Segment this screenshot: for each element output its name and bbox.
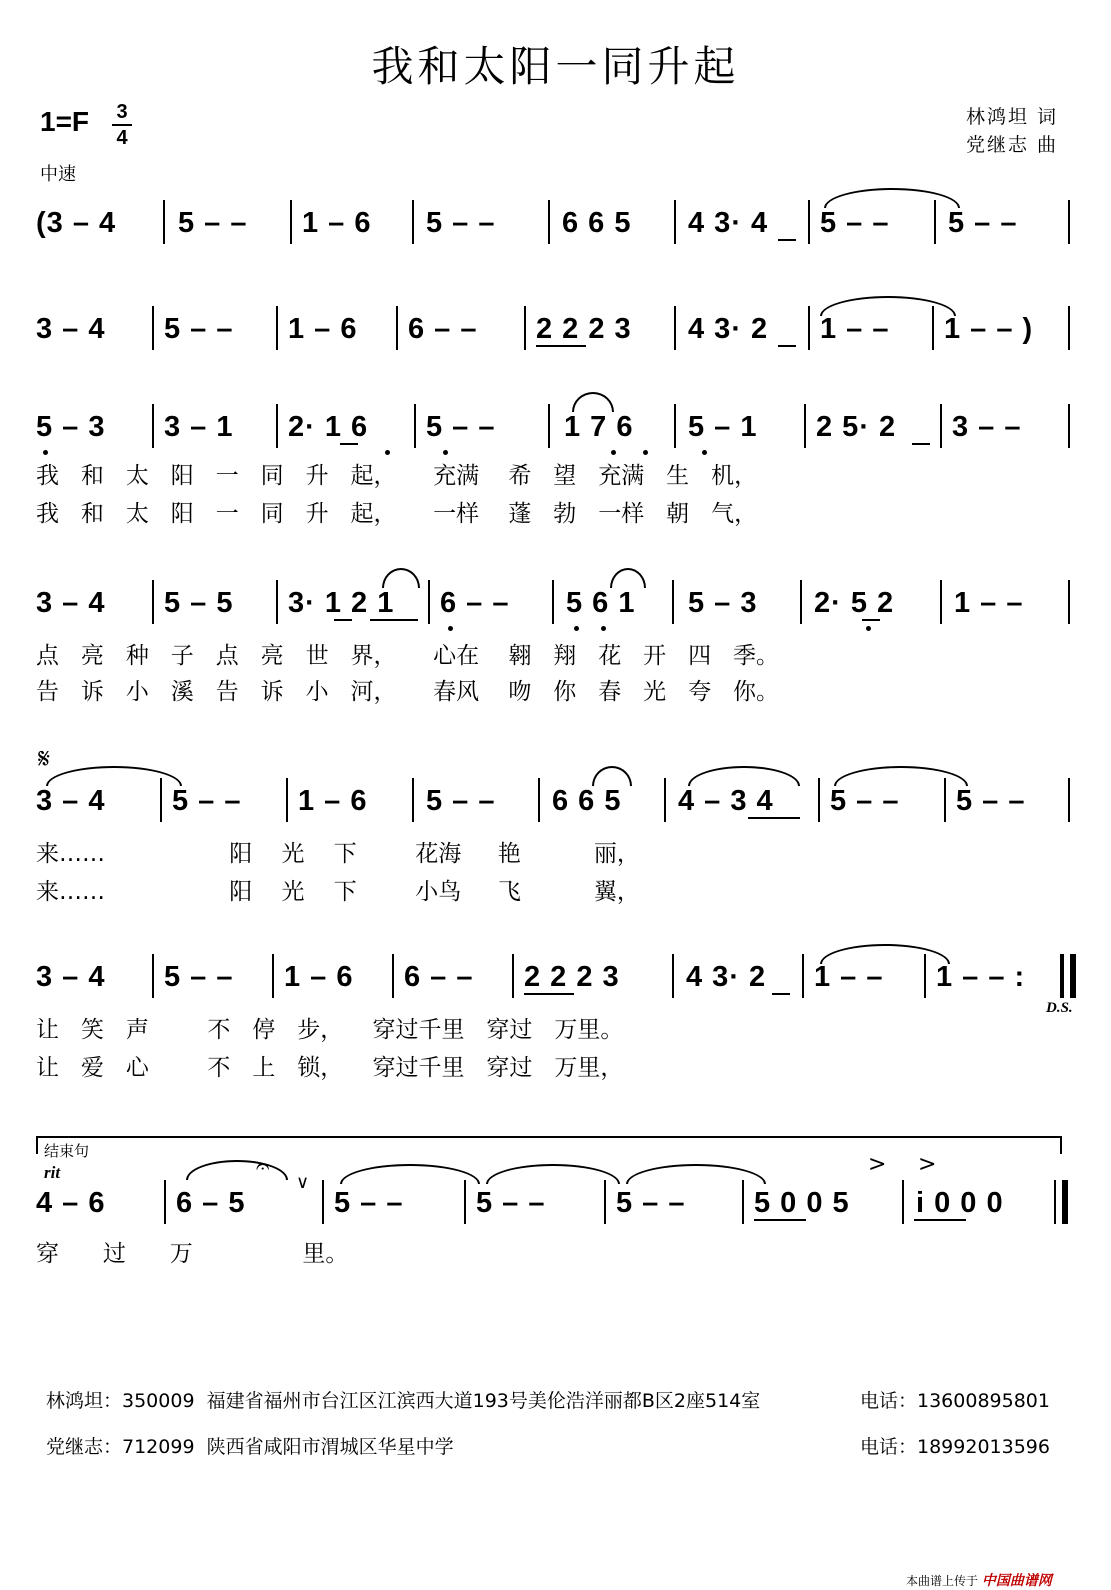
underline (524, 993, 574, 995)
underline (778, 345, 796, 347)
measure: 6 6 5 (562, 207, 632, 239)
segno-sign: 𝄋 (38, 742, 51, 775)
tie (688, 766, 800, 786)
upload-footer (906, 1570, 1052, 1590)
measure: 5 – – (426, 785, 496, 817)
measure: 2 2 2 3 (524, 961, 620, 993)
song-title: 我和太阳一同升起 (371, 42, 740, 91)
contact-lyricist-phone: 电话：13600895801 (860, 1390, 1050, 1412)
measure: 5 – – (164, 961, 234, 993)
lyric-line: 告 诉 小 溪 告 诉 小 河， 春风 吻 你 春 光 夸 你。 (36, 679, 779, 705)
low-dot (866, 626, 871, 631)
tempo-marking: 中速 (40, 164, 76, 185)
measure: 3 – – (952, 411, 1022, 443)
tie (592, 766, 632, 786)
measure: 5 – – (426, 411, 496, 443)
measure: (3 – 4 (36, 207, 117, 239)
measure: 5 – 3 (36, 411, 106, 443)
measure: 5 6 1 (566, 587, 636, 619)
tie (486, 1164, 620, 1184)
measure: 2 2 2 3 (536, 313, 632, 345)
measure: 5 0 0 5 (754, 1187, 850, 1219)
measure: 6 – – (404, 961, 474, 993)
tie (340, 1164, 480, 1184)
lyricist-credit: 林鸿坦 词 (966, 106, 1059, 128)
tie (382, 568, 420, 588)
tie (572, 392, 614, 412)
measure: 3 – 4 (36, 587, 106, 619)
lyric-line: 我 和 太 阳 一 同 升 起， 充满 希 望 充满 生 机， (36, 463, 758, 489)
measure: 5 – 3 (688, 587, 758, 619)
score-row-4 (36, 578, 1076, 628)
measure: 5 – 1 (688, 411, 758, 443)
low-dot (385, 450, 390, 455)
measure: 5 – – (820, 207, 890, 239)
underline (778, 239, 796, 241)
lyric-line: 穿 过 万 里。 (36, 1241, 349, 1267)
measure: 4 – 3 4 (678, 785, 774, 817)
time-signature-bottom: 4 (116, 127, 128, 149)
accent-mark: > (868, 1152, 887, 1177)
measure: 1 – 6 (288, 313, 358, 345)
tie (626, 1164, 766, 1184)
measure: 2· 5 2 (814, 587, 895, 619)
measure: 6 – 5 (176, 1187, 246, 1219)
measure: 5 – – (948, 207, 1018, 239)
measure: 6 6 5 (552, 785, 622, 817)
tie (186, 1160, 288, 1180)
lyric-line: 让 爱 心 不 上 锁， 穿过千里 穿过 万里， (36, 1055, 624, 1081)
measure: 1 – – (820, 313, 890, 345)
contact-composer: 党继志：712099 陕西省咸阳市渭城区华星中学 (46, 1436, 454, 1458)
tie (46, 766, 182, 786)
measure: 1 – – ) (944, 313, 1034, 345)
lyric-line: 来…… 阳 光 下 花海 艳 丽， (36, 841, 640, 867)
measure: 5 – – (164, 313, 234, 345)
measure: 5 – – (178, 207, 248, 239)
lyric-line: 来…… 阳 光 下 小鸟 飞 翼， (36, 879, 640, 905)
measure: 2· 1 6 (288, 411, 369, 443)
coda-label: 结束句 (44, 1142, 90, 1160)
breath-mark-icon: ∨ (296, 1172, 310, 1193)
lyric-line: 让 笑 声 不 停 步， 穿过千里 穿过 万里。 (36, 1017, 624, 1043)
coda-bracket-right (1060, 1136, 1062, 1154)
measure: 5 – – (956, 785, 1026, 817)
measure: 6 – – (440, 587, 510, 619)
coda-bracket (36, 1136, 1062, 1138)
time-signature-top: 3 (116, 101, 128, 123)
tie (610, 568, 646, 588)
tie (820, 944, 950, 964)
underline (334, 619, 352, 621)
measure: 3 – 4 (36, 313, 106, 345)
measure: 5 – – (476, 1187, 546, 1219)
low-dot (601, 626, 606, 631)
fermata-icon: 𝄐 (256, 1152, 270, 1180)
low-dot (43, 450, 48, 455)
measure: 3· 1 2 1 (288, 587, 395, 619)
measure: 1 – – : (936, 961, 1026, 993)
measure: 6 – – (408, 313, 478, 345)
lyric-line: 点 亮 种 子 点 亮 世 界， 心在 翱 翔 花 开 四 季。 (36, 643, 779, 669)
measure: 4 3· 4 (688, 207, 769, 239)
underline (748, 817, 800, 819)
measure: 1 – – (814, 961, 884, 993)
underline (772, 993, 790, 995)
accent-mark: > (918, 1152, 937, 1177)
lyric-line: 我 和 太 阳 一 同 升 起， 一样 蓬 勃 一样 朝 气， (36, 501, 758, 527)
tie (820, 296, 956, 316)
underline (914, 1219, 966, 1221)
contact-composer-phone: 电话：18992013596 (860, 1436, 1050, 1458)
low-dot (643, 450, 648, 455)
site-logo: 中国曲谱网 (981, 1573, 1052, 1589)
ritardando-mark: rit (44, 1163, 61, 1182)
underline (536, 345, 586, 347)
dal-segno-mark: D.S. (1046, 1000, 1073, 1016)
measure: 1 – 6 (284, 961, 354, 993)
measure: 5 – 5 (164, 587, 234, 619)
measure: 4 3· 2 (688, 313, 769, 345)
time-signature (112, 100, 132, 150)
key-signature: 1=F (40, 106, 90, 137)
footer-prefix: 本曲谱上传于 (906, 1574, 979, 1588)
measure: 1 – – (954, 587, 1024, 619)
tie (824, 188, 960, 208)
measure: 1 – 6 (298, 785, 368, 817)
measure: 5 – – (830, 785, 900, 817)
low-dot (611, 450, 616, 455)
measure: 3 – 4 (36, 961, 106, 993)
measure: 1 – 6 (302, 207, 372, 239)
low-dot (574, 626, 579, 631)
measure: 3 – 1 (164, 411, 234, 443)
measure: 3 – 4 (36, 785, 106, 817)
low-dot (443, 450, 448, 455)
underline (370, 619, 418, 621)
measure: 5 – – (426, 207, 496, 239)
underline (340, 443, 358, 445)
underline (912, 443, 930, 445)
measure: 5 – – (616, 1187, 686, 1219)
measure: 4 – 6 (36, 1187, 106, 1219)
measure: 5 – – (334, 1187, 404, 1219)
composer-credit: 党继志 曲 (966, 134, 1059, 156)
low-dot (702, 450, 707, 455)
coda-bracket-left (36, 1136, 38, 1154)
low-dot (448, 626, 453, 631)
contact-lyricist: 林鸿坦：350009 福建省福州市台江区江滨西大道193号美伦浩洋丽都B区2座514室 (46, 1390, 761, 1412)
measure: i 0 0 0 (916, 1187, 1004, 1219)
underline (862, 619, 880, 621)
underline (754, 1219, 806, 1221)
tie (834, 766, 968, 786)
measure: 1 7 6 (564, 411, 634, 443)
measure: 2 5· 2 (816, 411, 897, 443)
measure: 4 3· 2 (686, 961, 767, 993)
measure: 5 – – (172, 785, 242, 817)
